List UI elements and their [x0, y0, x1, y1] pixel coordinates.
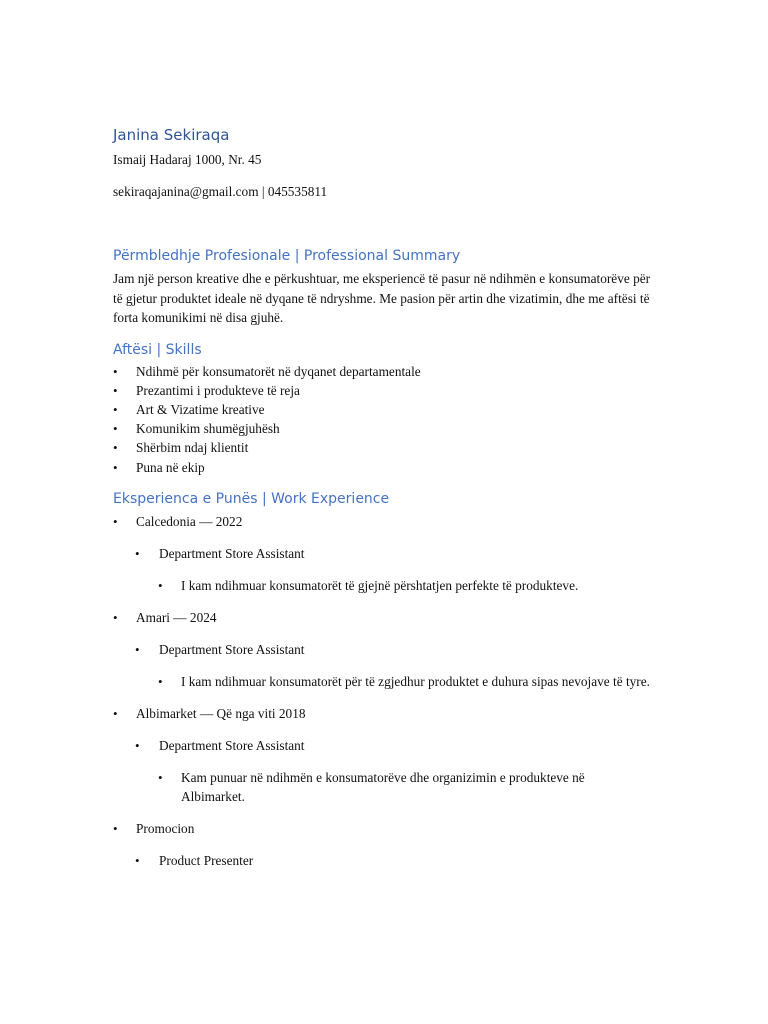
job-role: • Department Store Assistant [135, 737, 305, 753]
bullet-icon: • [113, 609, 118, 625]
skills-heading: Aftësi | Skills [113, 341, 202, 358]
job-employer: • Promocion [113, 820, 195, 836]
bullet-icon: • [158, 769, 163, 785]
job-role: • Product Presenter [135, 852, 254, 868]
job-detail: • I kam ndihmuar konsumatorët për të zgjedhur produktet e duhura sipas nevojave të tyre. [158, 673, 650, 689]
skills-list [113, 362, 673, 477]
bullet-icon: • [113, 513, 118, 529]
candidate-name: Janina Sekiraqa [113, 126, 230, 144]
summary-heading: Përmbledhje Profesionale | Professional Summary [113, 248, 461, 264]
job-employer: • Calcedonia — 2022 [113, 513, 243, 529]
skill-item: • Shërbim ndaj klientit [113, 438, 673, 457]
skill-item: • Komunikim shumëgjuhësh [113, 419, 673, 438]
address: Ismaij Hadaraj 1000, Nr. 45 [113, 152, 262, 167]
skill-item: • Puna në ekip [113, 458, 673, 477]
job-detail: • I kam ndihmuar konsumatorët të gjejnë përshtatjen perfekte të produkteve. [158, 577, 579, 593]
skill-item: • Prezantimi i produkteve të reja [113, 381, 673, 400]
bullet-icon: • [135, 737, 140, 753]
bullet-icon: • [113, 820, 118, 836]
bullet-icon: • [113, 401, 118, 417]
resume-page [113, 124, 673, 883]
job-employer: • Amari — 2024 [113, 609, 217, 625]
bullet-icon: • [113, 363, 118, 379]
job-role: • Department Store Assistant [135, 641, 305, 657]
skill-item: • Ndihmë për konsumatorët në dyqanet departamentale [113, 362, 673, 381]
bullet-icon: • [113, 705, 118, 721]
bullet-icon: • [158, 577, 163, 593]
bullet-icon: • [135, 641, 140, 657]
bullet-icon: • [135, 852, 140, 868]
bullet-icon: • [113, 421, 118, 437]
bullet-icon: • [113, 459, 118, 475]
bullet-icon: • [113, 382, 118, 398]
bullet-icon: • [113, 440, 118, 456]
bullet-icon: • [158, 673, 163, 689]
bullet-icon: • [135, 545, 140, 561]
contact-info: sekiraqajanina@gmail.com | 045535811 [113, 184, 328, 199]
skill-item: • Art & Vizatime kreative [113, 400, 673, 419]
job-employer: • Albimarket — Që nga viti 2018 [113, 705, 306, 721]
job-detail: • Kam punuar në ndihmën e konsumatorëve dhe organizimin e produkteve në Albimarket. [158, 769, 585, 804]
work-list [113, 512, 673, 870]
job-role: • Department Store Assistant [135, 545, 305, 561]
summary-text: Jam një person kreative dhe e përkushtuar, me eksperiencë të pasur në ndihmën e konsumatorëve për të gjetur produktet ideale në dyqane të ndryshme. Me pasion për artin dhe vizatimin, dhe me aftësi të forta komunikimi në disa gjuhë. [113, 271, 651, 325]
work-heading: Eksperienca e Punës | Work Experience [113, 490, 390, 507]
